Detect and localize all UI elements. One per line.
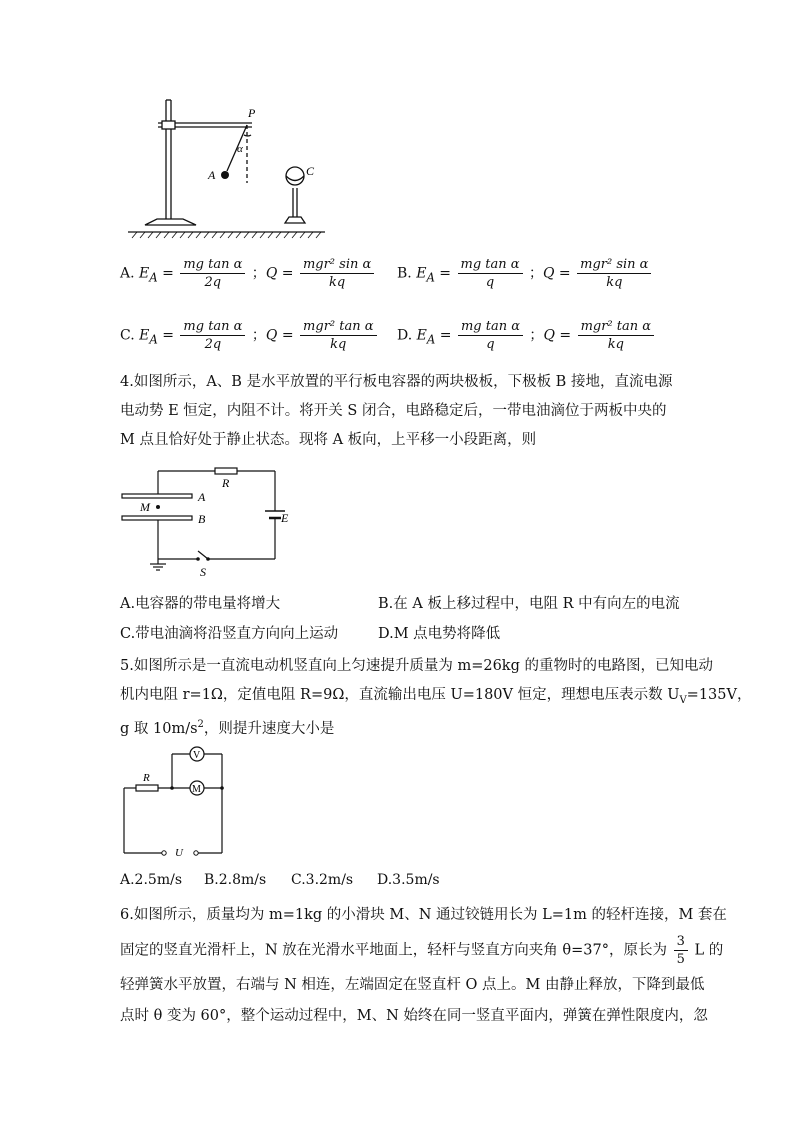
capacitor-circuit-figure (118, 465, 298, 580)
option-4a: A.电容器的带电量将增大 (120, 596, 281, 612)
oil-drop-m (156, 505, 160, 509)
pendulum-figure (120, 95, 330, 240)
option-3c: C. $E_A$ = $\frac{\text{mg tan α}}{2q}$ ；Q = $\frac{\text{mgr² tan α}}{kq}$ (120, 319, 379, 352)
label-u: U (175, 847, 183, 859)
option-5a: A.2.5m/s (120, 872, 183, 888)
question-5-line-3: g 取 $10m/s^2$，则提升速度大小是 (120, 719, 335, 737)
question-6-line-4: 点时 θ 变为 60°，整个运动过程中，M、N 始终在同一竖直平面内，弹簧在弹性限度内，忽 (120, 1008, 708, 1024)
label-plate-b: B (198, 512, 206, 526)
question-6-line-1: 6.如图所示，质量均为 m=1kg 的小滑块 M、N 通过铰链用长为 L=1m 的轻杆连接，M 套在 (120, 907, 727, 923)
option-4b: B.在 A 板上移过程中，电阻 R 中有向左的电流 (378, 596, 680, 612)
label-r: R (222, 476, 230, 490)
label-p: P (248, 106, 256, 120)
motor-m: M (192, 784, 201, 795)
option-5b: B.2.8m/s (204, 872, 267, 888)
question-5-line-2: 机内电阻 r=1Ω，定值电阻 R=9Ω，直流输出电压 U=180V 恒定，理想电压表示数 $U_V=135V$， (120, 687, 752, 706)
label-r: R (143, 772, 150, 784)
option-3b: B. $E_A$ = $\frac{\text{mg tan α}}{q}$ ；Q = $\frac{\text{mgr² sin α}}{kq}$ (397, 257, 653, 290)
question-5-line-1: 5.如图所示是一直流电动机竖直向上匀速提升质量为 m=26kg 的重物时的电路图，已知电动 (120, 658, 713, 674)
option-3a: A. $E_A$ = $\frac{\text{mg tan α}}{2q}$ ；Q = $\frac{\text{mgr² sin α}}{kq}$ (120, 257, 376, 290)
voltmeter-v: V (193, 750, 201, 761)
label-e: E (281, 511, 289, 525)
option-5c: C.3.2m/s (291, 872, 354, 888)
label-a: A (208, 168, 216, 182)
question-6-line-3: 轻弹簧水平放置，右端与 N 相连，左端固定在竖直杆 O 点上。M 由静止释放，下降到最低 (120, 977, 705, 993)
label-plate-a: A (198, 490, 206, 504)
motor-circuit-figure (118, 745, 233, 860)
label-alpha: α (237, 143, 243, 155)
label-c: C (306, 164, 315, 178)
option-5d: D.3.5m/s (377, 872, 440, 888)
charged-ball-a (221, 171, 229, 179)
label-s: S (200, 565, 206, 579)
question-6-line-2: 固定的竖直光滑杆上，N 放在光滑水平地面上，轻杆与竖直方向夹角 θ=37°，原长为 $\frac{3}{5}$ L 的 (120, 934, 724, 967)
label-m: M (140, 500, 150, 514)
option-3d: D. $E_A$ = $\frac{\text{mg tan α}}{q}$ ；Q = $\frac{\text{mgr² tan α}}{kq}$ (397, 319, 656, 352)
option-4d: D.M 点电势将降低 (378, 626, 501, 642)
question-4-text: 4.如图所示，A、B 是水平放置的平行板电容器的两块极板，下极板 B 接地，直流电源电动势 E 恒定，内阻不计。将开关 S 闭合，电路稳定后，一带电油滴位于两板中央的 M 点且恰好处于静止状态。现将 A 板向，上平移一小段距离，则 (120, 374, 673, 448)
option-4c: C.带电油滴将沿竖直方向向上运动 (120, 626, 339, 642)
